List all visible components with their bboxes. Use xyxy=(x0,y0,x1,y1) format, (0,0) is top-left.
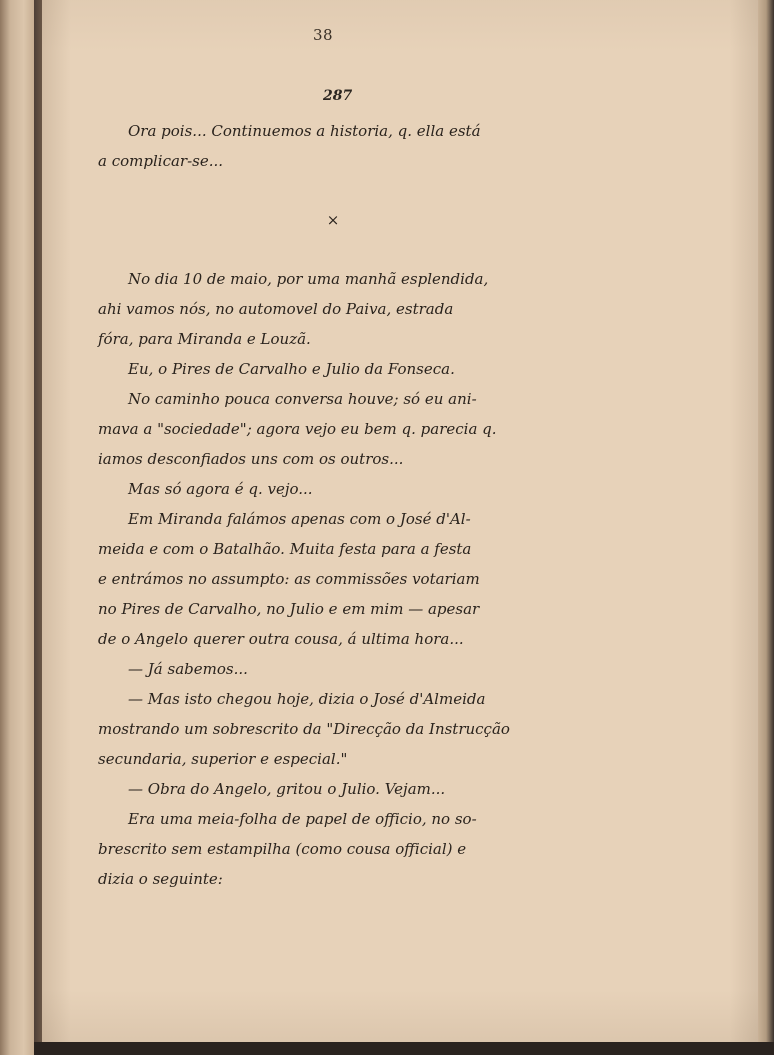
text-line: Ora pois... Continuemos a historia, q. ella está xyxy=(128,122,481,140)
spacer xyxy=(98,176,568,205)
previous-page-edge xyxy=(0,0,34,1055)
text-line: Em Miranda falámos apenas com o José d'Al- xyxy=(128,510,471,528)
spacer xyxy=(98,235,568,264)
text-line: — Mas isto chegou hoje, dizia o José d'Almeida xyxy=(128,690,486,708)
text-line: brescrito sem estampilha (como cousa official) e xyxy=(98,840,467,858)
text-line: mostrando um sobrescrito da "Direcção da Instrucção xyxy=(98,720,510,738)
section-separator: × xyxy=(326,211,340,229)
text-line: Era uma meia-folha de papel de officio, no so- xyxy=(128,810,477,828)
page-stack-edge xyxy=(758,0,774,1055)
handwritten-text xyxy=(98,116,568,894)
text-line: iamos desconfiados uns com os outros... xyxy=(98,450,404,468)
folio-number: 38 xyxy=(313,26,334,44)
text-line: de o Angelo querer outra cousa, á ultima hora... xyxy=(98,630,464,648)
text-line: No dia 10 de maio, por uma manhã esplendida, xyxy=(128,270,489,288)
text-line: No caminho pouca conversa houve; só eu ani- xyxy=(128,390,477,408)
text-line: Mas só agora é q. vejo... xyxy=(128,480,313,498)
manuscript-page xyxy=(42,0,758,1042)
text-line: no Pires de Carvalho, no Julio e em mim — apesar xyxy=(98,600,480,618)
text-line: ahi vamos nós, no automovel do Paiva, estrada xyxy=(98,300,454,318)
text-line: fóra, para Miranda e Louzã. xyxy=(98,330,311,348)
binding-gutter xyxy=(34,0,42,1055)
scan-border xyxy=(34,1042,774,1055)
text-line: — Obra do Angelo, gritou o Julio. Vejam... xyxy=(128,780,446,798)
text-line: mava a "sociedade"; agora vejo eu bem q. parecia q. xyxy=(98,420,497,438)
text-line: Eu, o Pires de Carvalho e Julio da Fonseca. xyxy=(128,360,455,378)
text-line: dizia o seguinte: xyxy=(98,870,223,888)
text-line: secundaria, superior e especial." xyxy=(98,750,348,768)
text-line: a complicar-se... xyxy=(98,152,224,170)
text-line: meida e com o Batalhão. Muita festa para a festa xyxy=(98,540,472,558)
text-line: e entrámos no assumpto: as commissões votariam xyxy=(98,570,480,588)
text-line: — Já sabemos... xyxy=(128,660,248,678)
page-number: 287 xyxy=(323,88,353,104)
